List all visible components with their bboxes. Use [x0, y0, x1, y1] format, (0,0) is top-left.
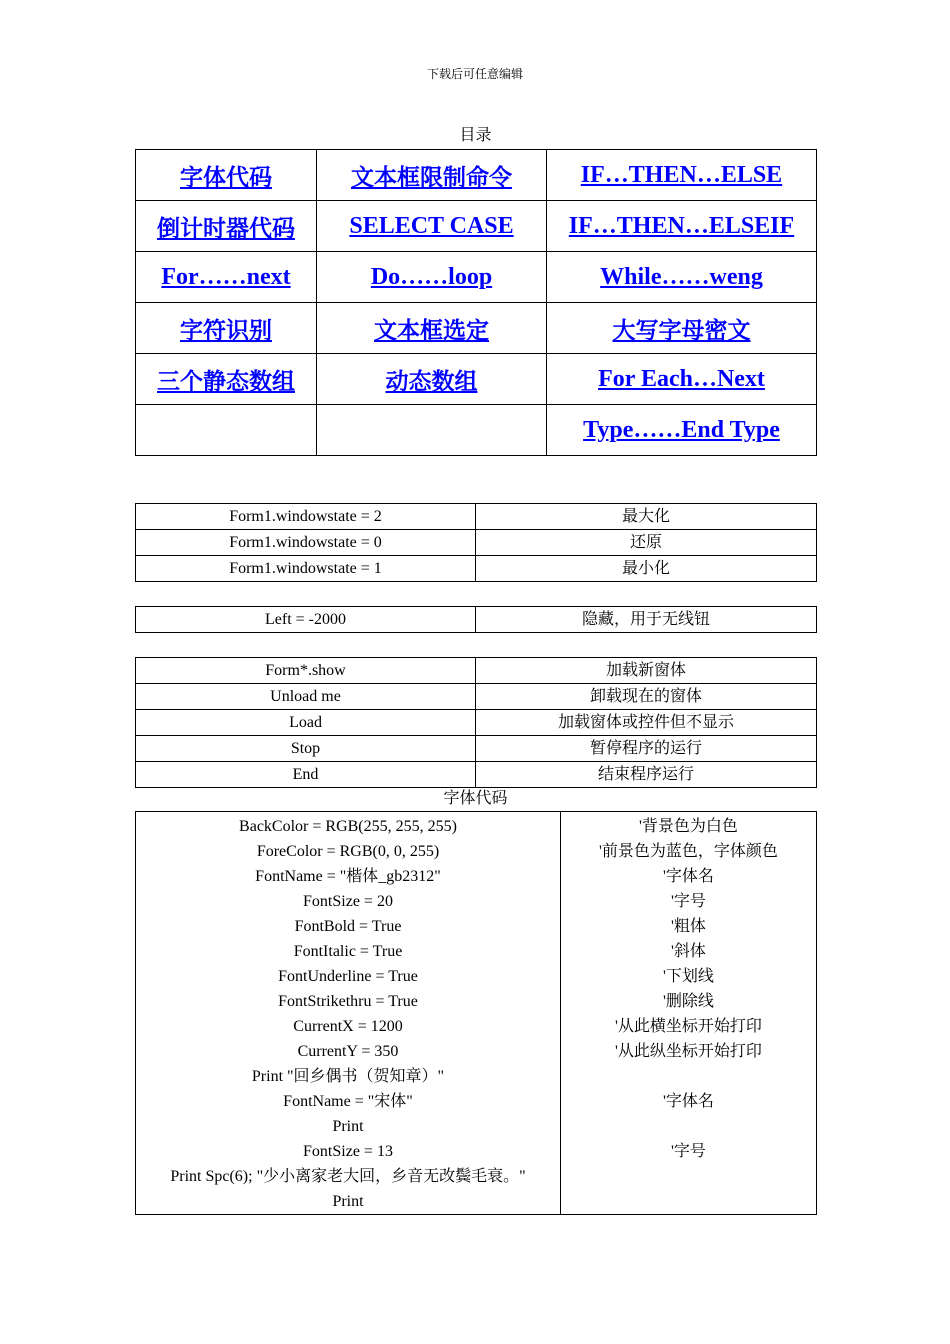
code-line: FontUnderline = True — [278, 968, 418, 985]
comment-line — [561, 1114, 816, 1139]
toc-link[interactable]: 文本框选定 — [374, 317, 489, 344]
windowstate-table — [135, 503, 817, 582]
toc-cell — [136, 303, 317, 354]
toc-cell — [317, 252, 547, 303]
command-cell: Form1.windowstate = 2 — [136, 504, 476, 530]
command-cell: Load — [136, 710, 476, 736]
form-command-row — [136, 710, 817, 736]
code-line: BackColor = RGB(255, 255, 255) — [239, 818, 457, 835]
description-cell: 卸载现在的窗体 — [476, 684, 817, 710]
toc-table — [135, 149, 817, 456]
description-cell: 最大化 — [476, 504, 817, 530]
code-line: FontName = "楷体_gb2312" — [255, 868, 441, 885]
comment-line: '斜体 — [671, 943, 706, 960]
comment-line: '从此纵坐标开始打印 — [615, 1043, 762, 1060]
description-cell: 加载窗体或控件但不显示 — [476, 710, 817, 736]
command-cell: Stop — [136, 736, 476, 762]
command-cell: Form*.show — [136, 658, 476, 684]
code-line: Print — [332, 1193, 364, 1210]
comment-line: '下划线 — [663, 968, 714, 985]
comment-line: '字号 — [671, 1143, 706, 1160]
toc-cell — [317, 405, 547, 456]
toc-cell — [317, 150, 547, 201]
toc-link[interactable]: While……weng — [600, 263, 763, 290]
code-line: FontSize = 13 — [303, 1143, 393, 1160]
toc-row — [136, 303, 817, 354]
toc-link[interactable]: SELECT CASE — [349, 212, 514, 239]
toc-link[interactable]: 文本框限制命令 — [351, 164, 512, 191]
code-line: FontItalic = True — [293, 943, 403, 960]
comment-line: '字体名 — [663, 868, 714, 885]
comment-line — [561, 1164, 816, 1189]
toc-link[interactable]: 大写字母密文 — [612, 317, 751, 344]
form-commands-table — [135, 657, 817, 788]
comment-line: '字号 — [671, 893, 706, 910]
code-line: CurrentY = 350 — [297, 1043, 399, 1060]
description-cell: 最小化 — [476, 556, 817, 582]
toc-cell — [136, 354, 317, 405]
description-cell: 加载新窗体 — [476, 658, 817, 684]
code-line: FontBold = True — [294, 918, 402, 935]
toc-link[interactable]: 倒计时器代码 — [157, 215, 295, 242]
code-line: Print — [332, 1118, 364, 1135]
toc-cell — [136, 252, 317, 303]
code-line: Print "回乡偶书（贺知章）" — [251, 1068, 445, 1085]
toc-link[interactable]: IF…THEN…ELSE — [580, 161, 783, 188]
toc-cell — [547, 252, 817, 303]
toc-link[interactable]: For Each…Next — [598, 365, 765, 392]
toc-link[interactable]: 字体代码 — [180, 164, 272, 191]
header-note: 下载后可任意编辑 — [426, 67, 523, 81]
toc-link[interactable]: 字符识别 — [180, 317, 272, 344]
toc-cell — [547, 354, 817, 405]
font-code-table — [135, 811, 817, 1215]
comment-line: '字体名 — [663, 1093, 714, 1110]
code-line: FontStrikethru = True — [278, 993, 418, 1010]
toc-cell — [317, 303, 547, 354]
windowstate-row — [136, 530, 817, 556]
left-hide-table — [135, 606, 817, 633]
toc-link[interactable]: Type……End Type — [583, 416, 780, 443]
font-code-caption: 字体代码 — [443, 790, 508, 807]
font-code-row — [136, 812, 817, 1215]
description-cell: 还原 — [476, 530, 817, 556]
code-lines-cell — [136, 812, 561, 1215]
toc-cell — [317, 201, 547, 252]
toc-cell — [317, 354, 547, 405]
description-cell: 暂停程序的运行 — [476, 736, 817, 762]
windowstate-row — [136, 556, 817, 582]
left-hide-row — [136, 607, 817, 633]
toc-row — [136, 252, 817, 303]
toc-cell — [547, 405, 817, 456]
command-cell: Form1.windowstate = 1 — [136, 556, 476, 582]
toc-link[interactable]: 三个静态数组 — [157, 368, 295, 395]
comment-line: '从此横坐标开始打印 — [615, 1018, 762, 1035]
description-cell: 隐藏，用于无线钮 — [476, 607, 817, 633]
form-command-row — [136, 684, 817, 710]
command-cell: End — [136, 762, 476, 788]
code-line: CurrentX = 1200 — [293, 1018, 403, 1035]
toc-cell — [547, 150, 817, 201]
code-line: ForeColor = RGB(0, 0, 255) — [256, 843, 440, 860]
windowstate-row — [136, 504, 817, 530]
form-command-row — [136, 658, 817, 684]
comment-line: '粗体 — [671, 918, 706, 935]
comment-line — [561, 1189, 816, 1214]
code-line: FontName = "宋体" — [283, 1093, 413, 1110]
code-line: FontSize = 20 — [303, 893, 393, 910]
toc-row — [136, 150, 817, 201]
command-cell: Unload me — [136, 684, 476, 710]
toc-cell — [136, 405, 317, 456]
form-command-row — [136, 736, 817, 762]
comment-lines-cell — [561, 812, 817, 1215]
toc-link[interactable]: Do……loop — [370, 263, 493, 290]
toc-cell — [136, 150, 317, 201]
comment-line: '删除线 — [663, 993, 714, 1010]
comment-line: '前景色为蓝色，字体颜色 — [599, 843, 778, 860]
toc-cell — [547, 303, 817, 354]
comment-line — [561, 1064, 816, 1089]
command-cell: Left = -2000 — [136, 607, 476, 633]
toc-link[interactable]: For……next — [161, 263, 291, 290]
toc-cell — [136, 201, 317, 252]
toc-row — [136, 201, 817, 252]
toc-link[interactable]: 动态数组 — [385, 368, 478, 395]
toc-caption: 目录 — [459, 127, 492, 144]
code-line: Print Spc(6); "少小离家老大回，乡音无改鬓毛衰。" — [170, 1168, 526, 1185]
form-command-row — [136, 762, 817, 788]
command-cell: Form1.windowstate = 0 — [136, 530, 476, 556]
toc-row — [136, 354, 817, 405]
comment-line: '背景色为白色 — [639, 818, 738, 835]
toc-link[interactable]: IF…THEN…ELSEIF — [568, 212, 795, 239]
toc-cell — [547, 201, 817, 252]
description-cell: 结束程序运行 — [476, 762, 817, 788]
toc-row — [136, 405, 817, 456]
